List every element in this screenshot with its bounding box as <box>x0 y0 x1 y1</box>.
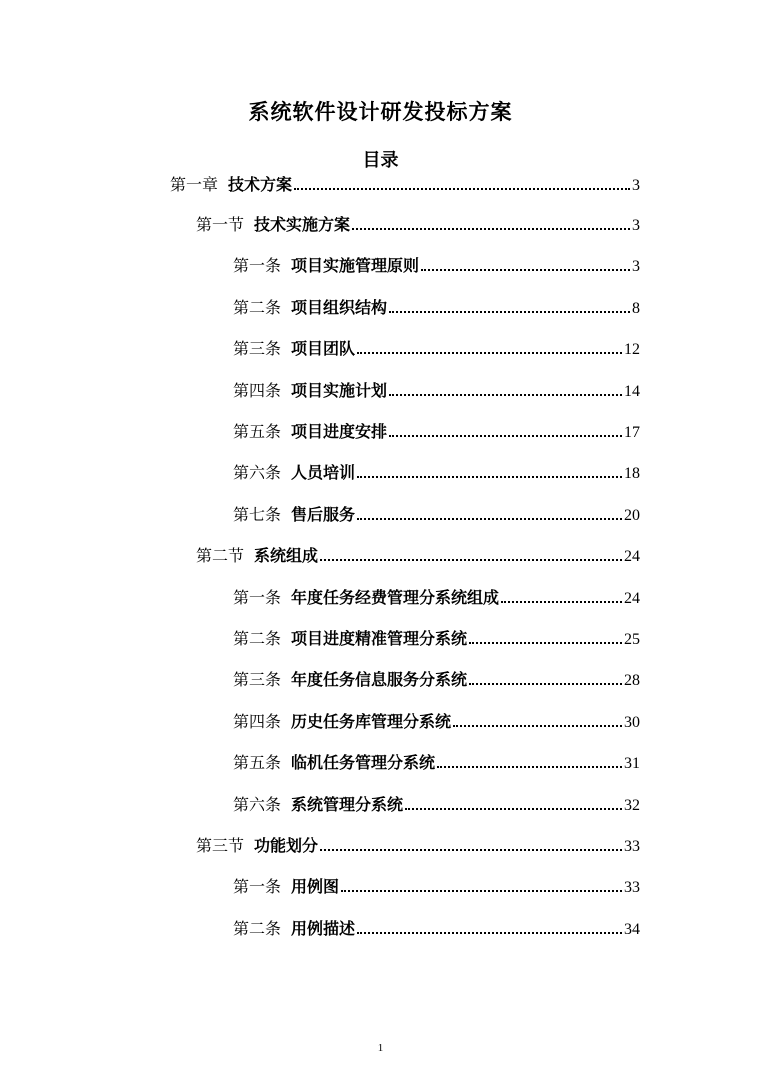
toc-dot-leader <box>357 517 622 520</box>
toc-entry-number: 第二节 <box>196 546 245 565</box>
toc-dot-leader <box>469 682 622 685</box>
toc-entry[interactable] <box>233 752 640 774</box>
toc-entry[interactable] <box>233 462 640 484</box>
toc-entry-number: 第一条 <box>233 256 282 275</box>
toc-entry-number: 第三条 <box>233 339 282 358</box>
toc-entry[interactable] <box>233 628 640 650</box>
toc-dot-leader <box>357 931 622 934</box>
page-number: 1 <box>377 1042 384 1054</box>
toc-entry-page: 31 <box>624 755 640 772</box>
toc-entry-page: 30 <box>624 714 640 731</box>
toc-entry-title: 项目进度精准管理分系统 <box>291 629 468 648</box>
toc-dot-leader <box>357 475 622 478</box>
toc-entry-number: 第六条 <box>233 795 282 814</box>
toc-entry-number: 第六条 <box>233 463 282 482</box>
toc-entry-number: 第一条 <box>233 877 282 896</box>
toc-dot-leader <box>320 848 622 851</box>
toc-entry-number: 第二条 <box>233 919 282 938</box>
toc-entry-page: 28 <box>624 672 640 689</box>
toc-entry-title: 项目团队 <box>291 339 356 358</box>
toc-entry-title: 临机任务管理分系统 <box>291 753 436 772</box>
toc-entry-number: 第四条 <box>233 381 282 400</box>
toc-dot-leader <box>320 558 622 561</box>
toc-dot-leader <box>352 227 630 230</box>
toc-entry-title: 技术方案 <box>228 175 293 194</box>
toc-entry-page: 8 <box>632 300 640 317</box>
toc-entry-page: 18 <box>624 465 640 482</box>
toc-dot-leader <box>421 268 630 271</box>
toc-dot-leader <box>469 641 622 644</box>
toc-entry[interactable] <box>233 587 640 609</box>
toc-dot-leader <box>437 765 622 768</box>
toc-dot-leader <box>294 187 630 190</box>
toc-entry[interactable] <box>170 174 640 196</box>
toc-dot-leader <box>453 724 622 727</box>
toc-entry-number: 第五条 <box>233 753 282 772</box>
toc-entry-page: 3 <box>632 217 640 234</box>
toc-entry[interactable] <box>233 380 640 402</box>
toc-entry-number: 第四条 <box>233 712 282 731</box>
toc-entry[interactable] <box>196 835 640 857</box>
toc-entry-number: 第一章 <box>170 175 219 194</box>
toc-entry-page: 17 <box>624 424 640 441</box>
toc-entry[interactable] <box>233 504 640 526</box>
toc-entry[interactable] <box>233 794 640 816</box>
toc-entry-number: 第三条 <box>233 670 282 689</box>
toc-entry-page: 24 <box>624 548 640 565</box>
toc-dot-leader <box>389 393 622 396</box>
toc-entry[interactable] <box>233 669 640 691</box>
toc-dot-leader <box>389 434 622 437</box>
toc-entry-page: 33 <box>624 838 640 855</box>
toc-entry-title: 历史任务库管理分系统 <box>291 712 452 731</box>
toc-entry-title: 售后服务 <box>291 505 356 524</box>
toc-entry-title: 项目实施管理原则 <box>291 256 420 275</box>
toc-entry[interactable] <box>233 297 640 319</box>
toc-dot-leader <box>501 600 622 603</box>
toc-entry-title: 项目实施计划 <box>291 381 388 400</box>
toc-entry-title: 功能划分 <box>254 836 319 855</box>
toc-entry-title: 项目进度安排 <box>291 422 388 441</box>
toc-entry-number: 第二条 <box>233 298 282 317</box>
toc-entry-page: 12 <box>624 341 640 358</box>
toc-entry[interactable] <box>233 918 640 940</box>
toc-entry-title: 技术实施方案 <box>254 215 351 234</box>
toc-entry-page: 33 <box>624 879 640 896</box>
toc-entry-title: 系统管理分系统 <box>291 795 404 814</box>
toc-entry-number: 第七条 <box>233 505 282 524</box>
toc-dot-leader <box>341 889 622 892</box>
toc-entry[interactable] <box>233 876 640 898</box>
toc-entry-page: 20 <box>624 507 640 524</box>
document-title: 系统软件设计研发投标方案 <box>248 100 513 124</box>
toc-entry-number: 第一节 <box>196 215 245 234</box>
toc-entry-number: 第三节 <box>196 836 245 855</box>
toc-entry-title: 人员培训 <box>291 463 356 482</box>
toc-entry-page: 34 <box>624 921 640 938</box>
toc-entry-title: 年度任务经费管理分系统组成 <box>291 588 500 607</box>
toc-entry-title: 年度任务信息服务分系统 <box>291 670 468 689</box>
toc-entry-title: 系统组成 <box>254 546 319 565</box>
toc-entry-number: 第一条 <box>233 588 282 607</box>
toc-entry[interactable] <box>233 421 640 443</box>
toc-entry[interactable] <box>233 255 640 277</box>
toc-entry-page: 14 <box>624 383 640 400</box>
toc-entry[interactable] <box>233 338 640 360</box>
toc-entry-page: 25 <box>624 631 640 648</box>
toc-dot-leader <box>389 310 630 313</box>
toc-heading: 目录 <box>362 150 399 171</box>
toc-dot-leader <box>357 351 622 354</box>
toc-entry-number: 第五条 <box>233 422 282 441</box>
toc-entry-page: 3 <box>632 177 640 194</box>
toc-entry-title: 用例描述 <box>291 919 356 938</box>
toc-entry-page: 32 <box>624 797 640 814</box>
toc-entry-title: 用例图 <box>291 877 340 896</box>
toc-entry-page: 3 <box>632 258 640 275</box>
toc-entry-number: 第二条 <box>233 629 282 648</box>
toc-entry[interactable] <box>233 711 640 733</box>
toc-entry[interactable] <box>196 545 640 567</box>
toc-entry-title: 项目组织结构 <box>291 298 388 317</box>
toc-entry-page: 24 <box>624 590 640 607</box>
toc-entry[interactable] <box>196 214 640 236</box>
toc-dot-leader <box>405 807 622 810</box>
